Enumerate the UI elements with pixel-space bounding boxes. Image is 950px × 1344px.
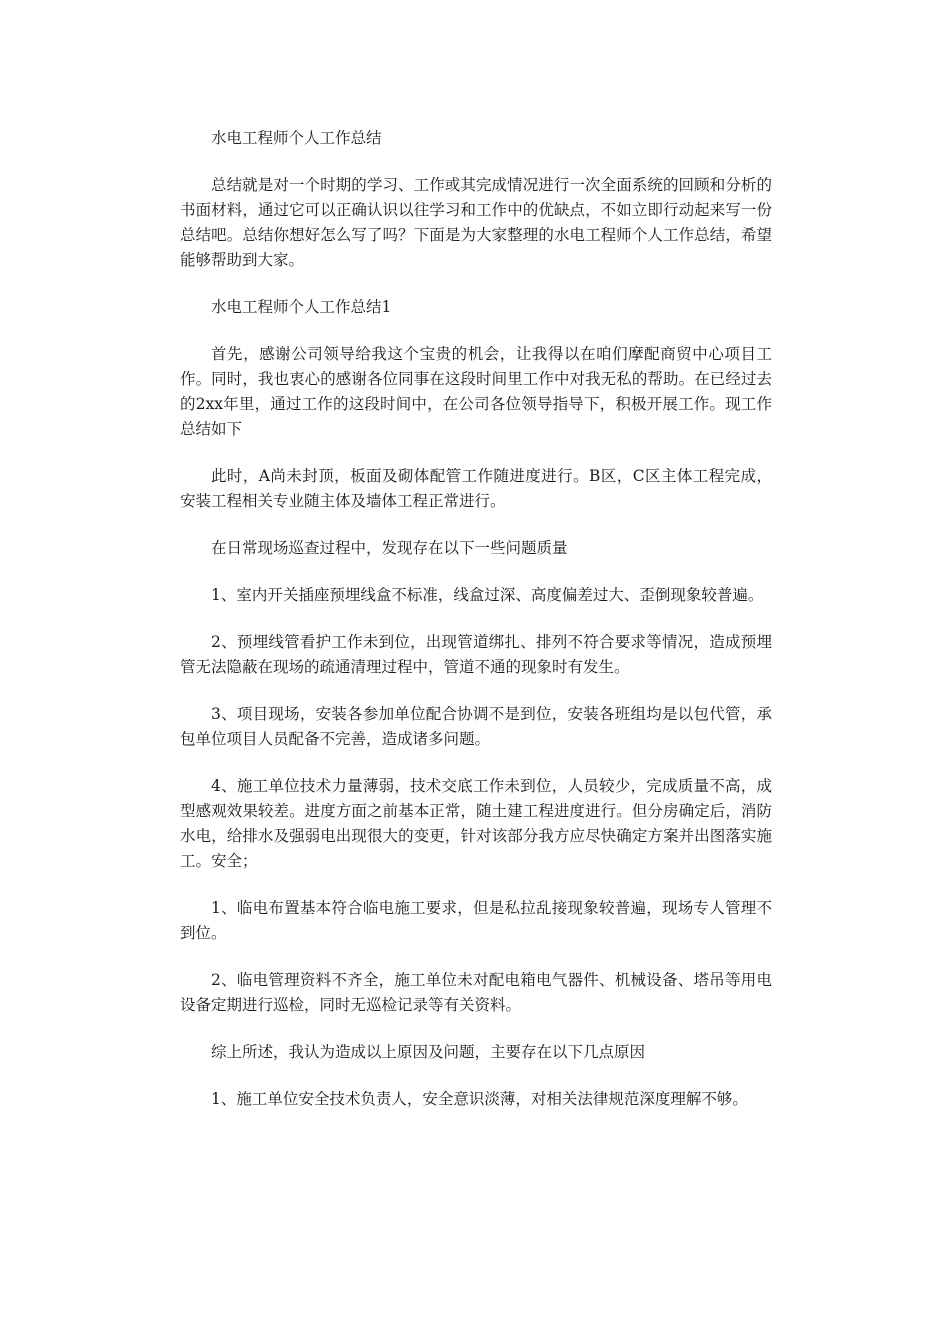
list-item: 2、临电管理资料不齐全，施工单位未对配电箱电气器件、机械设备、塔吊等用电设备定期进行巡检，同时无巡检记录等有关资料。 — [180, 971, 772, 1014]
document-title: 水电工程师个人工作总结 — [211, 129, 382, 147]
list-item: 1、施工单位安全技术负责人，安全意识淡薄，对相关法律规范深度理解不够。 — [211, 1090, 748, 1108]
list-item: 1、临电布置基本符合临电施工要求，但是私拉乱接现象较普遍，现场专人管理不到位。 — [180, 899, 772, 942]
list-item: 2、预埋线管看护工作未到位，出现管道绑扎、排列不符合要求等情况，造成预埋管无法隐蔽在现场的疏通清理过程中，管道不通的现象时有发生。 — [180, 633, 772, 676]
list-item: 1、室内开关插座预埋线盒不标准，线盒过深、高度偏差过大、歪倒现象较普遍。 — [211, 586, 764, 604]
list-item: 3、项目现场，安装各参加单位配合协调不是到位，安装各班组均是以包代管，承包单位项目人员配备不完善，造成诸多问题。 — [180, 705, 772, 748]
body-paragraph: 首先，感谢公司领导给我这个宝贵的机会，让我得以在咱们摩配商贸中心项目工作。同时，我也衷心的感谢各位同事在这段时间里工作中对我无私的帮助。在已经过去的2xx年里，通过工作的这段时间中，在公司各位领导指导下，积极开展工作。现工作总结如下 — [180, 345, 772, 438]
body-paragraph: 此时，A尚未封顶，板面及砌体配管工作随进度进行。B区，C区主体工程完成，安装工程相关专业随主体及墙体工程正常进行。 — [180, 467, 772, 510]
body-paragraph: 在日常现场巡查过程中，发现存在以下一些问题质量 — [211, 539, 568, 557]
intro-paragraph: 总结就是对一个时期的学习、工作或其完成情况进行一次全面系统的回顾和分析的书面材料，通过它可以正确认识以往学习和工作中的优缺点，不如立即行动起来写一份总结吧。总结你想好怎么写了吗？下面是为大家整理的水电工程师个人工作总结，希望能够帮助到大家。 — [180, 176, 772, 269]
body-paragraph: 综上所述，我认为造成以上原因及问题，主要存在以下几点原因 — [211, 1043, 646, 1061]
list-item: 4、施工单位技术力量薄弱，技术交底工作未到位，人员较少，完成质量不高，成型感观效果较差。进度方面之前基本正常，随土建工程进度进行。但分房确定后，消防水电，给排水及强弱电出现很大的变更，针对该部分我方应尽快确定方案并出图落实施工。安全； — [180, 777, 772, 870]
document-page — [180, 126, 772, 1134]
section-heading: 水电工程师个人工作总结1 — [211, 298, 392, 316]
